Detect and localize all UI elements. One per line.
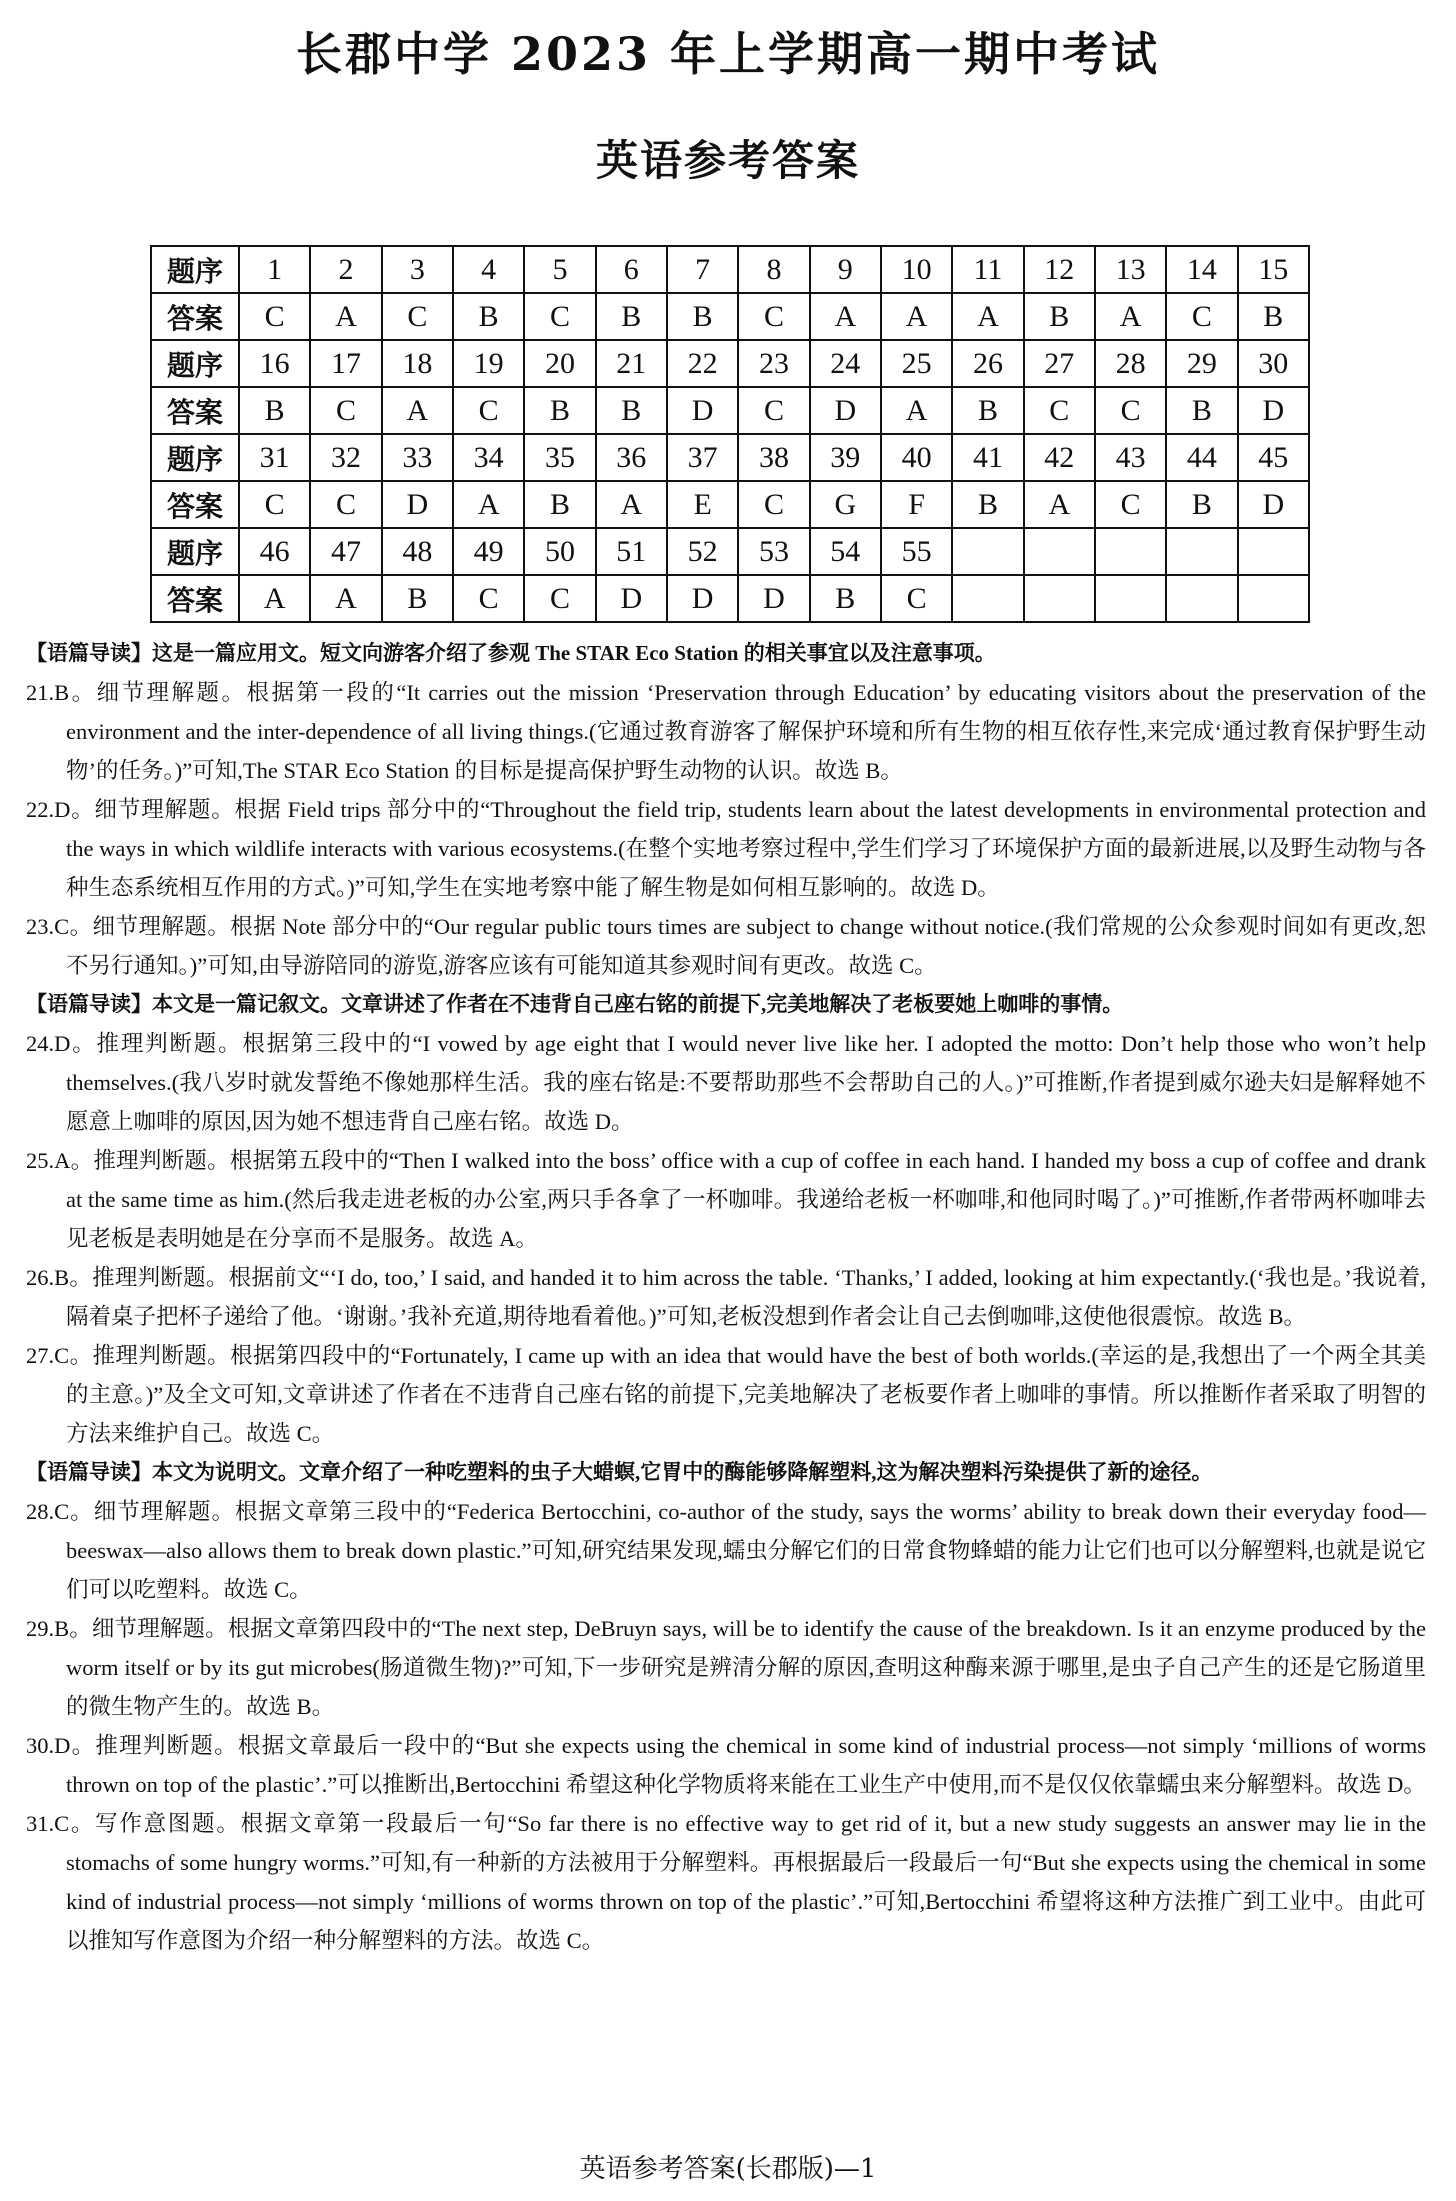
passage-guide: 【语篇导读】这是一篇应用文。短文向游客介绍了参观 The STAR Eco Station 的相关事宜以及注意事项。 (26, 641, 996, 665)
question-number-cell: 53 (738, 528, 809, 575)
answer-cell: C (239, 293, 310, 340)
question-number-cell: 6 (596, 246, 667, 293)
question-number-cell: 13 (1095, 246, 1166, 293)
answer-cell: B (667, 293, 738, 340)
question-number-cell: 4 (453, 246, 524, 293)
question-number-label: 题序 (151, 434, 239, 481)
question-number-cell: 11 (952, 246, 1023, 293)
answer-cell: A (596, 481, 667, 528)
answer-row (151, 387, 1309, 434)
question-number-cell: 30 (1238, 340, 1309, 387)
answer-row (151, 293, 1309, 340)
question-number-cell: 41 (952, 434, 1023, 481)
answer-cell: A (952, 293, 1023, 340)
answer-cell: C (453, 575, 524, 622)
answer-cell: B (952, 387, 1023, 434)
answer-explanation: 21.B。细节理解题。根据第一段的“It carries out the mission ‘Preservation through Education’ by educating visitors about the preservation of the environment and the inter-dependence of all living things.(它通过教育游客了解保护环境和所有生物的相互依存性,来完成‘通过教育保护野生动物’的任务。)”可知,The STAR Eco Station 的目标是提高保护野生动物的认识。故选 B。 (26, 680, 1426, 783)
question-number-row (151, 340, 1309, 387)
question-number-cell: 31 (239, 434, 310, 481)
answer-cell: C (1095, 387, 1166, 434)
answer-cell: C (310, 387, 381, 434)
question-number-cell: 44 (1166, 434, 1237, 481)
question-number-cell: 7 (667, 246, 738, 293)
question-number-cell: 39 (810, 434, 881, 481)
answer-cell: A (881, 293, 952, 340)
answer-label: 答案 (151, 575, 239, 622)
answer-cell (952, 575, 1023, 622)
answer-cell: C (738, 387, 809, 434)
question-number-cell: 25 (881, 340, 952, 387)
question-number-label: 题序 (151, 340, 239, 387)
question-number-row (151, 434, 1309, 481)
question-number-row (151, 246, 1309, 293)
answer-row (151, 481, 1309, 528)
answer-cell: C (1095, 481, 1166, 528)
question-number-cell: 15 (1238, 246, 1309, 293)
question-number-cell: 10 (881, 246, 952, 293)
question-number-cell: 52 (667, 528, 738, 575)
question-number-cell: 32 (310, 434, 381, 481)
answer-cell: C (453, 387, 524, 434)
passage-guide: 【语篇导读】本文是一篇记叙文。文章讲述了作者在不违背自己座右铭的前提下,完美地解决了老板要她上咖啡的事情。 (26, 992, 1124, 1016)
answer-cell: A (310, 575, 381, 622)
question-number-cell: 36 (596, 434, 667, 481)
answer-cell: D (810, 387, 881, 434)
question-number-cell: 3 (382, 246, 453, 293)
answer-cell: A (310, 293, 381, 340)
answer-cell: A (239, 575, 310, 622)
question-number-cell: 54 (810, 528, 881, 575)
passage-guide: 【语篇导读】本文为说明文。文章介绍了一种吃塑料的虫子大蜡螟,它胃中的酶能够降解塑料,这为解决塑料污染提供了新的途径。 (26, 1460, 1213, 1484)
question-number-cell (1024, 528, 1095, 575)
question-number-cell (952, 528, 1023, 575)
answer-cell: B (1238, 293, 1309, 340)
question-number-cell: 51 (596, 528, 667, 575)
question-number-cell: 46 (239, 528, 310, 575)
answer-cell: A (453, 481, 524, 528)
answer-cell (1024, 575, 1095, 622)
question-number-cell: 47 (310, 528, 381, 575)
answer-label: 答案 (151, 387, 239, 434)
answer-cell: B (596, 387, 667, 434)
answer-cell: G (810, 481, 881, 528)
answer-cell: B (810, 575, 881, 622)
answer-cell: D (596, 575, 667, 622)
answer-cell: F (881, 481, 952, 528)
answer-cell: B (596, 293, 667, 340)
answer-cell: C (310, 481, 381, 528)
answer-cell: B (453, 293, 524, 340)
answer-cell: D (1238, 481, 1309, 528)
answer-cell: C (881, 575, 952, 622)
answer-explanation: 24.D。推理判断题。根据第三段中的“I vowed by age eight that I would never live like her. I adopted the motto: Don’t help those who won’t help themselves.(我八岁时就发誓绝不像她那样生活。我的座右铭是:不要帮助那些不会帮助自己的人。)”可推断,作者提到威尔逊夫妇是解释她不愿意上咖啡的原因,因为她不想违背自己座右铭。故选 D。 (26, 1031, 1426, 1134)
explanations (26, 634, 1426, 1960)
question-number-cell: 55 (881, 528, 952, 575)
question-number-row (151, 528, 1309, 575)
question-number-cell (1166, 528, 1237, 575)
question-number-cell: 14 (1166, 246, 1237, 293)
answer-cell: B (952, 481, 1023, 528)
answer-explanation: 30.D。推理判断题。根据文章最后一段中的“But she expects using the chemical in some kind of industrial process—not simply ‘millions of worms thrown on top of the plastic’.”可以推断出,Bertocchini 希望这种化学物质将来能在工业生产中使用,而不是仅仅依靠蠕虫来分解塑料。故选 D。 (26, 1733, 1426, 1797)
question-number-cell: 50 (524, 528, 595, 575)
answer-explanation: 23.C。细节理解题。根据 Note 部分中的“Our regular public tours times are subject to change without notice.(我们常规的公众参观时间如有更改,恕不另行通知。)”可知,由导游陪同的游览,游客应该有可能知道其参观时间有更改。故选 C。 (26, 914, 1426, 978)
question-number-cell: 9 (810, 246, 881, 293)
question-number-label: 题序 (151, 528, 239, 575)
question-number-cell: 21 (596, 340, 667, 387)
answer-cell: B (239, 387, 310, 434)
answer-table (150, 245, 1310, 623)
question-number-cell: 28 (1095, 340, 1166, 387)
question-number-cell: 23 (738, 340, 809, 387)
answer-cell: D (1238, 387, 1309, 434)
answer-explanation: 27.C。推理判断题。根据第四段中的“Fortunately, I came up with an idea that would have the best of both worlds.(幸运的是,我想出了一个两全其美的主意。)”及全文可知,文章讲述了作者在不违背自己座右铭的前提下,完美地解决了老板要作者上咖啡的事情。所以推断作者采取了明智的方法来维护自己。故选 C。 (26, 1343, 1426, 1446)
question-number-cell: 27 (1024, 340, 1095, 387)
answer-label: 答案 (151, 481, 239, 528)
answer-cell: A (1095, 293, 1166, 340)
question-number-cell: 17 (310, 340, 381, 387)
answer-explanation: 31.C。写作意图题。根据文章第一段最后一句“So far there is no effective way to get rid of it, but a new study suggests an answer may lie in the stomachs of some hungry worms.”可知,有一种新的方法被用于分解塑料。再根据最后一段最后一句“But she expects using the chemical in some kind of industrial process—not simply ‘millions of worms thrown on top of the plastic’.”可知,Bertocchini 希望将这种方法推广到工业中。由此可以推知写作意图为介绍一种分解塑料的方法。故选 C。 (26, 1811, 1426, 1953)
answer-label: 答案 (151, 293, 239, 340)
answer-explanation: 29.B。细节理解题。根据文章第四段中的“The next step, DeBruyn says, will be to identify the cause of the breakdown. Is it an enzyme produced by the worm itself or by its gut microbes(肠道微生物)?”可知,下一步研究是辨清分解的原因,查明这种酶来源于哪里,是虫子自己产生的还是它肠道里的微生物产生的。故选 B。 (26, 1616, 1426, 1719)
answer-cell: C (382, 293, 453, 340)
answer-cell: C (524, 293, 595, 340)
question-number-cell: 8 (738, 246, 809, 293)
answer-cell: A (881, 387, 952, 434)
answer-cell: B (524, 481, 595, 528)
question-number-cell: 34 (453, 434, 524, 481)
page-footer: 英语参考答案(长郡版)—1 (579, 2154, 877, 2184)
question-number-cell (1095, 528, 1166, 575)
answer-cell: C (1024, 387, 1095, 434)
question-number-cell: 37 (667, 434, 738, 481)
answer-explanation: 26.B。推理判断题。根据前文“‘I do, too,’ I said, and handed it to him across the table. ‘Thanks,’ I added, looking at him expectantly.(‘我也是。’我说着,隔着桌子把杯子递给了他。‘谢谢。’我补充道,期待地看着他。)”可知,老板没想到作者会让自己去倒咖啡,这使他很震惊。故选 B。 (26, 1265, 1426, 1329)
question-number-cell: 2 (310, 246, 381, 293)
answer-row (151, 575, 1309, 622)
page-subtitle: 英语参考答案 (595, 136, 860, 185)
answer-cell: B (1166, 481, 1237, 528)
answer-cell (1166, 575, 1237, 622)
question-number-cell: 35 (524, 434, 595, 481)
answer-explanation: 28.C。细节理解题。根据文章第三段中的“Federica Bertocchini, co-author of the study, says the worms’ ability to break down their everyday food—beeswax—also allows them to break down plastic.”可知,研究结果发现,蠕虫分解它们的日常食物蜂蜡的能力让它们也可以分解塑料,也就是说它们可以吃塑料。故选 C。 (26, 1499, 1426, 1602)
answer-cell: C (1166, 293, 1237, 340)
question-number-cell: 29 (1166, 340, 1237, 387)
answer-cell: B (382, 575, 453, 622)
answer-cell: D (667, 387, 738, 434)
question-number-cell: 20 (524, 340, 595, 387)
question-number-cell: 5 (524, 246, 595, 293)
question-number-cell: 49 (453, 528, 524, 575)
answer-cell: E (667, 481, 738, 528)
answer-cell: D (667, 575, 738, 622)
question-number-cell: 38 (738, 434, 809, 481)
answer-cell: C (738, 293, 809, 340)
answer-cell: C (524, 575, 595, 622)
question-number-cell: 26 (952, 340, 1023, 387)
answer-cell (1095, 575, 1166, 622)
question-number-cell: 18 (382, 340, 453, 387)
answer-cell: B (1024, 293, 1095, 340)
question-number-cell: 40 (881, 434, 952, 481)
question-number-cell: 33 (382, 434, 453, 481)
question-number-cell (1238, 528, 1309, 575)
question-number-cell: 16 (239, 340, 310, 387)
answer-cell: B (1166, 387, 1237, 434)
question-number-cell: 42 (1024, 434, 1095, 481)
page-title: 长郡中学 2023 年上学期高一期中考试 (295, 27, 1161, 81)
question-number-label: 题序 (151, 246, 239, 293)
answer-cell: A (810, 293, 881, 340)
answer-cell: D (382, 481, 453, 528)
answer-explanation: 22.D。细节理解题。根据 Field trips 部分中的“Throughout the field trip, students learn about the latest developments in environmental protection and the ways in which wildlife interacts with various ecosystems.(在整个实地考察过程中,学生们学习了环境保护方面的最新进展,以及野生动物与各种生态系统相互作用的方式。)”可知,学生在实地考察中能了解生物是如何相互影响的。故选 D。 (26, 797, 1426, 900)
question-number-cell: 22 (667, 340, 738, 387)
answer-cell: C (738, 481, 809, 528)
question-number-cell: 24 (810, 340, 881, 387)
answer-cell: A (1024, 481, 1095, 528)
question-number-cell: 48 (382, 528, 453, 575)
question-number-cell: 19 (453, 340, 524, 387)
answer-cell (1238, 575, 1309, 622)
answer-cell: B (524, 387, 595, 434)
question-number-cell: 1 (239, 246, 310, 293)
answer-explanation: 25.A。推理判断题。根据第五段中的“Then I walked into the boss’ office with a cup of coffee in each hand. I handed my boss a cup of coffee and drank at the same time as him.(然后我走进老板的办公室,两只手各拿了一杯咖啡。我递给老板一杯咖啡,和他同时喝了。)”可推断,作者带两杯咖啡去见老板是表明她是在分享而不是服务。故选 A。 (26, 1148, 1426, 1251)
question-number-cell: 45 (1238, 434, 1309, 481)
answer-cell: D (738, 575, 809, 622)
question-number-cell: 43 (1095, 434, 1166, 481)
answer-cell: C (239, 481, 310, 528)
answer-cell: A (382, 387, 453, 434)
question-number-cell: 12 (1024, 246, 1095, 293)
